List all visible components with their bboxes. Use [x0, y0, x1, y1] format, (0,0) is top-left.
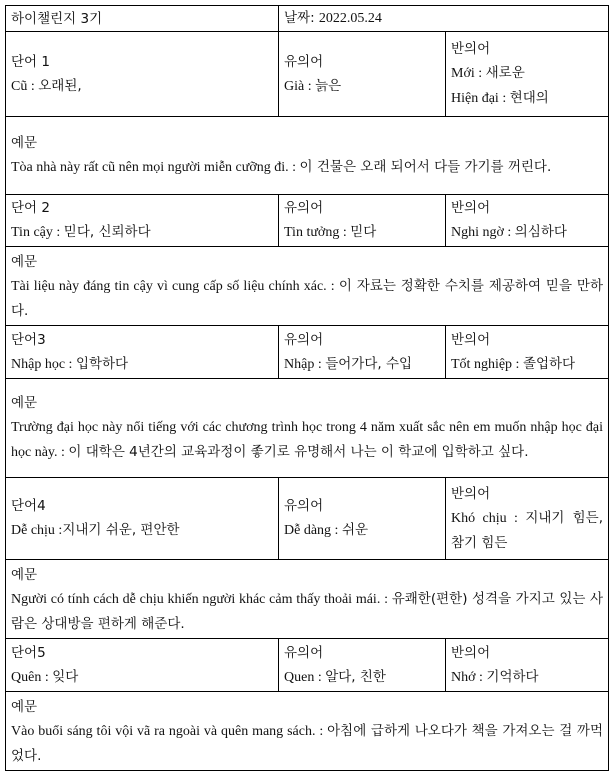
example-label-1: 예문: [11, 135, 38, 151]
antonym-label-3: 반의어: [451, 331, 491, 348]
word-label-2: 단어 2: [11, 200, 50, 216]
synonym-ko-5: 알다, 친한: [325, 668, 386, 685]
example-ko-5: 아침에 급하게 나오다가 책을 가져오는 걸 까먹었다.: [11, 722, 603, 764]
antonym-cell-2: [446, 195, 609, 247]
word-row-3: [6, 326, 609, 379]
example-vi-5: Vào buổi sáng tôi vội vã ra ngoài và quên mang sách. :: [11, 723, 328, 739]
date-value: 2022.05.24: [318, 11, 382, 26]
synonym-label-4: 유의어: [284, 498, 324, 514]
antonym-vi-2: Nghi ngờ :: [451, 225, 515, 240]
synonym-ko-1: 늙은: [315, 77, 342, 94]
program-title-cell: [6, 6, 279, 32]
antonym-ko-5: 기억하다: [486, 668, 539, 685]
synonym-cell-2: [279, 195, 446, 247]
antonym-vi-3: Tốt nghiệp :: [451, 356, 523, 372]
antonym-vi-1a: Mới :: [451, 66, 486, 81]
synonym-cell-5: [279, 639, 446, 692]
word-vi-2: Tin cậy :: [11, 225, 64, 240]
antonym-ko-1a: 새로운: [485, 65, 525, 81]
antonym-cell-1: [446, 32, 609, 117]
word-ko-3: 입학하다: [75, 355, 129, 372]
synonym-vi-1: Già :: [284, 78, 316, 94]
word-cell-1: [6, 32, 279, 117]
synonym-label-3: 유의어: [284, 331, 324, 348]
word-ko-1: 오래된,: [38, 77, 82, 94]
example-cell-4: [6, 560, 609, 639]
synonym-ko-4: 쉬운: [341, 522, 369, 538]
header-row: [6, 6, 609, 32]
synonym-vi-5: Quen :: [284, 669, 326, 685]
antonym-label-5: 반의어: [451, 644, 491, 661]
word-label-4: 단어4: [11, 498, 46, 514]
example-label-2: 예문: [11, 253, 38, 270]
word-cell-2: [6, 195, 279, 247]
antonym-vi-1b: Hiện đại :: [451, 91, 510, 106]
word-cell-5: [6, 639, 279, 692]
synonym-vi-2: Tin tưởng :: [284, 225, 351, 240]
word-label-1: 단어 1: [11, 53, 50, 70]
example-row-2: [6, 247, 609, 326]
antonym-vi-4: Khó chịu :: [451, 511, 526, 526]
word-ko-2: 믿다, 신뢰하다: [63, 224, 151, 240]
date-cell: [279, 6, 609, 32]
example-row-4: [6, 560, 609, 639]
example-row-3: [6, 379, 609, 478]
example-vi-2: Tài liệu này đáng tin cậy vì cung cấp số liệu chính xác. :: [11, 278, 339, 294]
word-label-5: 단어5: [11, 644, 46, 661]
antonym-ko-4: 지내기 힘든, 참기 힘든: [451, 510, 604, 551]
synonym-vi-4: Dễ dàng :: [284, 523, 342, 538]
antonym-label-4: 반의어: [451, 486, 491, 502]
word-cell-3: [6, 326, 279, 379]
word-vi-4: Dễ chịu :: [11, 523, 63, 538]
word-row-4: [6, 478, 609, 560]
word-row-1: [6, 32, 609, 117]
antonym-ko-2: 의심하다: [514, 224, 567, 240]
synonym-label-2: 유의어: [284, 200, 324, 216]
word-cell-4: [6, 478, 279, 560]
antonym-cell-3: [446, 326, 609, 379]
example-label-4: 예문: [11, 566, 38, 583]
example-ko-3: 이 대학은 4년간의 교육과정이 좋기로 유명해서 나는 이 학교에 입학하고 싶다.: [68, 444, 529, 460]
program-title: 하이챌린지 3기: [11, 10, 103, 27]
example-row-1: [6, 117, 609, 195]
synonym-ko-2: 믿다: [350, 224, 377, 240]
synonym-cell-4: [279, 478, 446, 560]
word-label-3: 단어3: [11, 331, 46, 348]
example-vi-4: Người có tính cách dễ chịu khiến người khác cảm thấy thoải mái. :: [11, 591, 392, 607]
antonym-cell-5: [446, 639, 609, 692]
synonym-cell-3: [279, 326, 446, 379]
antonym-label-2: 반의어: [451, 200, 491, 216]
example-label-3: 예문: [11, 395, 38, 411]
word-row-5: [6, 639, 609, 692]
word-ko-5: 잊다: [52, 668, 79, 685]
example-ko-1: 이 건물은 오래 되어서 다들 가기를 꺼린다.: [299, 159, 552, 175]
example-cell-2: [6, 247, 609, 326]
word-row-2: [6, 195, 609, 247]
antonym-ko-1b: 현대의: [509, 90, 549, 106]
vocabulary-table: [5, 5, 609, 771]
word-vi-5: Quên :: [11, 669, 53, 685]
synonym-ko-3: 들어가다, 수입: [325, 355, 413, 372]
example-label-5: 예문: [11, 698, 38, 715]
word-vi-3: Nhập học :: [11, 356, 76, 372]
word-vi-1: Cũ :: [11, 78, 39, 94]
synonym-cell-1: [279, 32, 446, 117]
antonym-vi-5: Nhớ :: [451, 669, 487, 685]
example-cell-3: [6, 379, 609, 478]
example-vi-3: Trường đại học này nổi tiếng với các chương trình học trong 4 năm xuất sắc nên em muốn nhập học đại học này. :: [11, 420, 604, 460]
date-label: 날짜:: [284, 10, 319, 26]
example-cell-5: [6, 692, 609, 771]
example-vi-1: Tòa nhà này rất cũ nên mọi người miễn cưỡng đi. :: [11, 160, 300, 175]
example-ko-2: 이 자료는 정확한 수치를 제공하여 믿을 만하다.: [11, 277, 603, 319]
synonym-label-1: 유의어: [284, 53, 324, 70]
example-row-5: [6, 692, 609, 771]
synonym-label-5: 유의어: [284, 644, 324, 661]
antonym-ko-3: 졸업하다: [522, 355, 576, 372]
word-ko-4: 지내기 쉬운, 편안한: [62, 522, 180, 538]
antonym-label-1: 반의어: [451, 41, 491, 57]
antonym-cell-4: [446, 478, 609, 560]
example-cell-1: [6, 117, 609, 195]
synonym-vi-3: Nhập :: [284, 356, 326, 372]
example-ko-4: 유쾌한(편한) 성격을 가지고 있는 사람은 상대방을 편하게 해준다.: [11, 590, 604, 632]
